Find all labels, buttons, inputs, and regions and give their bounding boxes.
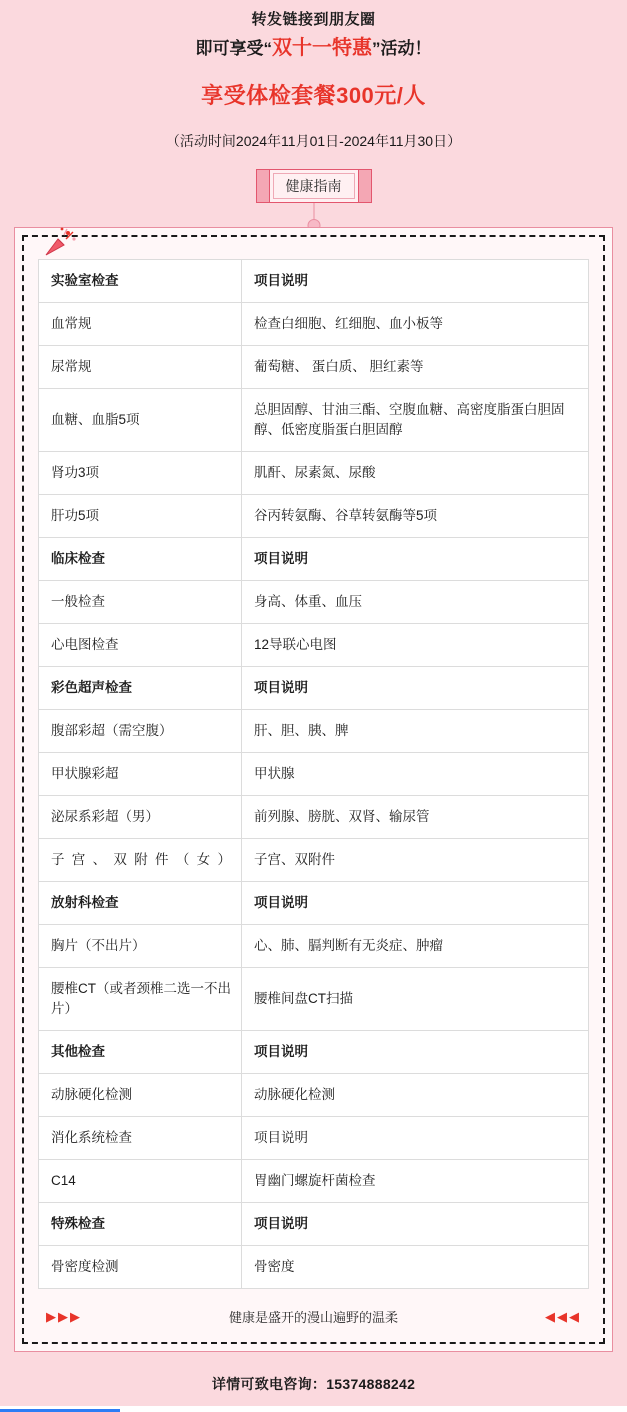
ticket-stub-left — [256, 169, 270, 203]
arrow-right-icon: ▶▶▶ — [46, 1308, 82, 1324]
exam-table-body — [39, 260, 589, 1289]
exam-name: 实验室检查 — [39, 260, 242, 303]
exam-desc: 项目说明 — [242, 667, 589, 710]
exam-desc: 骨密度 — [242, 1246, 589, 1289]
exam-name: 临床检查 — [39, 538, 242, 581]
table-row — [39, 1246, 589, 1289]
exam-name: 肝功5项 — [39, 495, 242, 538]
table-row — [39, 925, 589, 968]
offer-prefix: 即可享受 — [195, 39, 264, 58]
table-row — [39, 452, 589, 495]
exam-name: 血糖、血脂5项 — [39, 389, 242, 452]
table-row — [39, 1203, 589, 1246]
contact-phone-line: 详情可致电咨询：15374888242 — [211, 1376, 416, 1392]
arrow-left-icon: ◀◀◀ — [545, 1308, 581, 1324]
exam-desc: 项目说明 — [242, 538, 589, 581]
exam-card — [14, 227, 613, 1352]
card-footer — [38, 1289, 589, 1330]
exam-desc: 12导联心电图 — [242, 624, 589, 667]
table-row — [39, 389, 589, 452]
exam-name: 泌尿系彩超（男） — [39, 796, 242, 839]
exam-name: 放射科检查 — [39, 882, 242, 925]
ticket-badge-wrap — [0, 169, 627, 203]
table-row — [39, 1117, 589, 1160]
exam-desc: 心、肺、膈判断有无炎症、肿瘤 — [242, 925, 589, 968]
exam-card-inner — [22, 235, 605, 1344]
table-row — [39, 581, 589, 624]
exam-name: 肾功3项 — [39, 452, 242, 495]
table-row — [39, 624, 589, 667]
exam-name: C14 — [39, 1160, 242, 1203]
header-period-line: （活动时间2024年11月01日-2024年11月30日） — [165, 133, 462, 149]
table-row — [39, 968, 589, 1031]
table-row — [39, 710, 589, 753]
exam-name: 子宫、双附件（女） — [39, 839, 242, 882]
table-row — [39, 1074, 589, 1117]
exam-name: 血常规 — [39, 303, 242, 346]
exam-name: 尿常规 — [39, 346, 242, 389]
exam-desc: 总胆固醇、甘油三酯、空腹血糖、高密度脂蛋白胆固醇、低密度脂蛋白胆固醇 — [242, 389, 589, 452]
exam-name: 骨密度检测 — [39, 1246, 242, 1289]
ticket-label: 健康指南 — [285, 178, 342, 194]
table-row — [39, 260, 589, 303]
exam-name: 其他检查 — [39, 1031, 242, 1074]
exam-desc: 葡萄糖、 蛋白质、 胆红素等 — [242, 346, 589, 389]
promo-header — [0, 0, 627, 153]
exam-name: 胸片（不出片） — [39, 925, 242, 968]
exam-desc: 项目说明 — [242, 882, 589, 925]
exam-name: 特殊检查 — [39, 1203, 242, 1246]
exam-desc: 项目说明 — [242, 1117, 589, 1160]
exam-desc: 动脉硬化检测 — [242, 1074, 589, 1117]
table-row — [39, 303, 589, 346]
header-line-share: 转发链接到朋友圈 — [251, 11, 376, 28]
offer-quote-open: “ — [263, 39, 272, 58]
table-row — [39, 1160, 589, 1203]
table-row — [39, 1031, 589, 1074]
table-row — [39, 346, 589, 389]
header-line-offer — [20, 34, 607, 63]
exam-name: 消化系统检查 — [39, 1117, 242, 1160]
party-popper-icon — [40, 225, 80, 259]
ticket-body — [269, 169, 359, 203]
exam-desc: 检查白细胞、红细胞、血小板等 — [242, 303, 589, 346]
exam-desc: 身高、体重、血压 — [242, 581, 589, 624]
exam-desc: 肌酐、尿素氮、尿酸 — [242, 452, 589, 495]
ticket-badge[interactable] — [256, 169, 372, 203]
table-row — [39, 538, 589, 581]
exam-desc: 子宫、双附件 — [242, 839, 589, 882]
table-row — [39, 495, 589, 538]
exam-desc: 谷丙转氨酶、谷草转氨酶等5项 — [242, 495, 589, 538]
exam-name: 彩色超声检查 — [39, 667, 242, 710]
table-row — [39, 667, 589, 710]
table-row — [39, 796, 589, 839]
exam-desc: 腰椎间盘CT扫描 — [242, 968, 589, 1031]
exam-desc: 项目说明 — [242, 260, 589, 303]
ticket-stub-right — [358, 169, 372, 203]
offer-quote-close: ” — [372, 39, 381, 58]
exam-name: 腹部彩超（需空腹） — [39, 710, 242, 753]
exam-desc: 前列腺、膀胱、双肾、输尿管 — [242, 796, 589, 839]
exam-name: 甲状腺彩超 — [39, 753, 242, 796]
exam-name: 心电图检查 — [39, 624, 242, 667]
exam-desc: 项目说明 — [242, 1203, 589, 1246]
offer-suffix: 活动！ — [380, 39, 432, 58]
exam-name: 一般检查 — [39, 581, 242, 624]
table-row — [39, 882, 589, 925]
header-price-line: 享受体检套餐300元/人 — [201, 83, 426, 108]
exam-name: 动脉硬化检测 — [39, 1074, 242, 1117]
bottom-bar — [0, 1406, 627, 1412]
exam-desc: 甲状腺 — [242, 753, 589, 796]
offer-highlight: 双十一特惠 — [272, 37, 372, 59]
exam-desc: 胃幽门螺旋杆菌检查 — [242, 1160, 589, 1203]
exam-name: 腰椎CT（或者颈椎二选一不出片） — [39, 968, 242, 1031]
card-footer-text: 健康是盛开的漫山遍野的温柔 — [228, 1310, 398, 1325]
table-row — [39, 839, 589, 882]
exam-desc: 项目说明 — [242, 1031, 589, 1074]
exam-table — [38, 259, 589, 1289]
exam-desc: 肝、胆、胰、脾 — [242, 710, 589, 753]
table-row — [39, 753, 589, 796]
